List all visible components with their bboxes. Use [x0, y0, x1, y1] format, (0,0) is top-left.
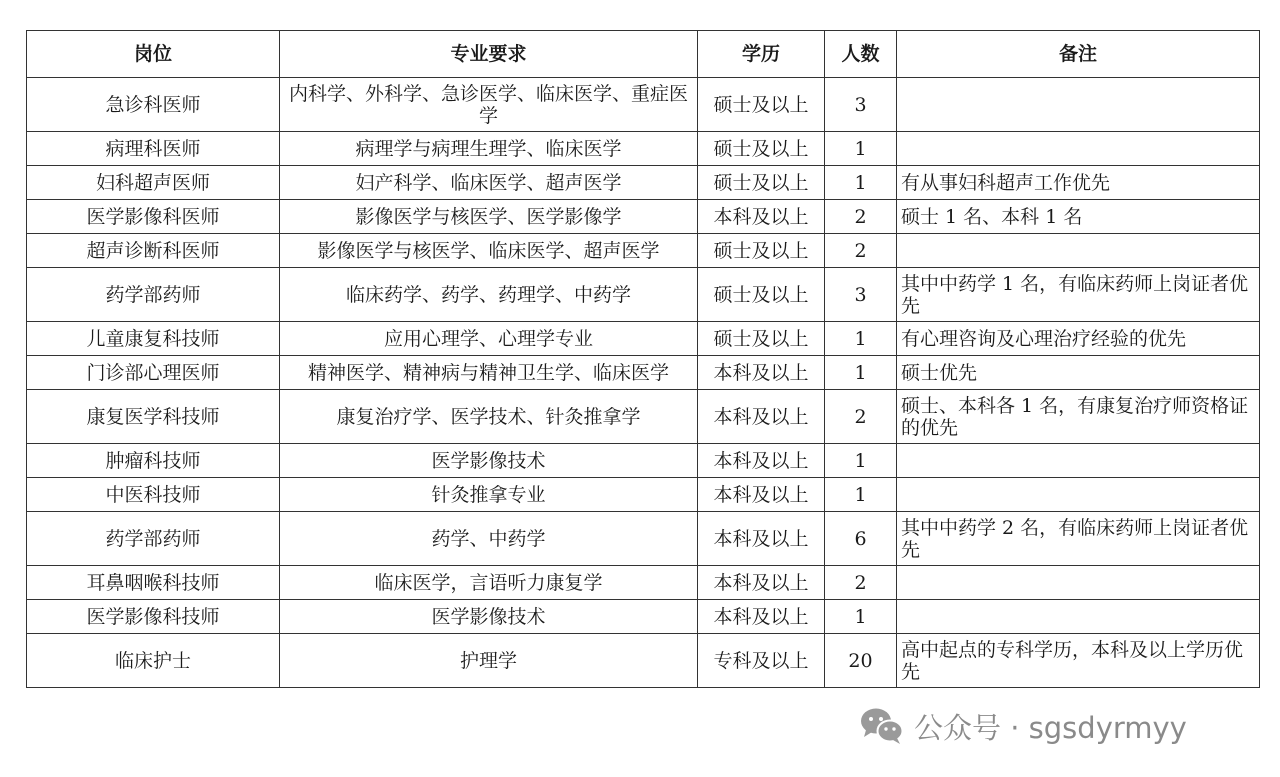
cell-count: 2 [825, 566, 897, 600]
cell-count: 3 [825, 268, 897, 322]
cell-count: 2 [825, 390, 897, 444]
cell-education: 本科及以上 [698, 566, 825, 600]
cell-count: 1 [825, 166, 897, 200]
cell-major: 康复治疗学、医学技术、针灸推拿学 [280, 390, 698, 444]
table-row [27, 600, 1260, 634]
table-row [27, 478, 1260, 512]
header-count: 人数 [825, 31, 897, 78]
cell-count: 1 [825, 444, 897, 478]
cell-education: 本科及以上 [698, 600, 825, 634]
cell-note [897, 478, 1260, 512]
watermark-text: 公众号 · sgsdyrmyy [914, 710, 1187, 745]
cell-count: 1 [825, 132, 897, 166]
cell-post: 药学部药师 [27, 268, 280, 322]
cell-education: 本科及以上 [698, 356, 825, 390]
cell-note [897, 132, 1260, 166]
table-row [27, 234, 1260, 268]
table-row [27, 132, 1260, 166]
cell-education: 硕士及以上 [698, 234, 825, 268]
cell-major: 医学影像技术 [280, 600, 698, 634]
cell-major: 护理学 [280, 634, 698, 688]
cell-post: 妇科超声医师 [27, 166, 280, 200]
table-row [27, 78, 1260, 132]
cell-note: 高中起点的专科学历，本科及以上学历优先 [897, 634, 1260, 688]
cell-post: 儿童康复科技师 [27, 322, 280, 356]
recruitment-table [26, 30, 1260, 688]
cell-note: 有心理咨询及心理治疗经验的优先 [897, 322, 1260, 356]
cell-major: 应用心理学、心理学专业 [280, 322, 698, 356]
cell-count: 2 [825, 200, 897, 234]
cell-post: 耳鼻咽喉科技师 [27, 566, 280, 600]
cell-count: 6 [825, 512, 897, 566]
cell-education: 硕士及以上 [698, 268, 825, 322]
cell-education: 硕士及以上 [698, 166, 825, 200]
table-row [27, 444, 1260, 478]
cell-count: 1 [825, 356, 897, 390]
cell-major: 药学、中药学 [280, 512, 698, 566]
cell-post: 医学影像科医师 [27, 200, 280, 234]
cell-major: 医学影像技术 [280, 444, 698, 478]
cell-education: 硕士及以上 [698, 322, 825, 356]
cell-post: 急诊科医师 [27, 78, 280, 132]
cell-count: 1 [825, 600, 897, 634]
cell-education: 专科及以上 [698, 634, 825, 688]
cell-education: 硕士及以上 [698, 78, 825, 132]
header-education: 学历 [698, 31, 825, 78]
cell-count: 3 [825, 78, 897, 132]
cell-major: 妇产科学、临床医学、超声医学 [280, 166, 698, 200]
cell-note [897, 566, 1260, 600]
cell-major: 临床药学、药学、药理学、中药学 [280, 268, 698, 322]
cell-education: 本科及以上 [698, 390, 825, 444]
table-row [27, 390, 1260, 444]
cell-post: 肿瘤科技师 [27, 444, 280, 478]
cell-note: 硕士 1 名、本科 1 名 [897, 200, 1260, 234]
cell-count: 2 [825, 234, 897, 268]
table-row [27, 166, 1260, 200]
cell-education: 本科及以上 [698, 478, 825, 512]
cell-post: 超声诊断科医师 [27, 234, 280, 268]
header-note: 备注 [897, 31, 1260, 78]
cell-post: 中医科技师 [27, 478, 280, 512]
cell-note [897, 444, 1260, 478]
cell-note: 有从事妇科超声工作优先 [897, 166, 1260, 200]
cell-post: 病理科医师 [27, 132, 280, 166]
cell-note [897, 78, 1260, 132]
cell-note: 硕士优先 [897, 356, 1260, 390]
cell-count: 20 [825, 634, 897, 688]
cell-count: 1 [825, 322, 897, 356]
cell-education: 硕士及以上 [698, 132, 825, 166]
table-row [27, 268, 1260, 322]
cell-major: 影像医学与核医学、医学影像学 [280, 200, 698, 234]
cell-major: 针灸推拿专业 [280, 478, 698, 512]
table-row [27, 566, 1260, 600]
cell-major: 病理学与病理生理学、临床医学 [280, 132, 698, 166]
table-body [27, 78, 1260, 688]
cell-major: 内科学、外科学、急诊医学、临床医学、重症医学 [280, 78, 698, 132]
header-major: 专业要求 [280, 31, 698, 78]
table-row [27, 512, 1260, 566]
table-row [27, 356, 1260, 390]
cell-note: 其中中药学 1 名，有临床药师上岗证者优先 [897, 268, 1260, 322]
cell-post: 门诊部心理医师 [27, 356, 280, 390]
cell-note: 硕士、本科各 1 名，有康复治疗师资格证的优先 [897, 390, 1260, 444]
cell-post: 康复医学科技师 [27, 390, 280, 444]
table-row [27, 634, 1260, 688]
table-row [27, 200, 1260, 234]
header-post: 岗位 [27, 31, 280, 78]
cell-note [897, 600, 1260, 634]
cell-education: 本科及以上 [698, 444, 825, 478]
cell-post: 医学影像科技师 [27, 600, 280, 634]
table-row [27, 322, 1260, 356]
cell-post: 药学部药师 [27, 512, 280, 566]
cell-note [897, 234, 1260, 268]
table-header-row [27, 31, 1260, 78]
cell-education: 本科及以上 [698, 512, 825, 566]
cell-major: 临床医学，言语听力康复学 [280, 566, 698, 600]
cell-major: 影像医学与核医学、临床医学、超声医学 [280, 234, 698, 268]
cell-major: 精神医学、精神病与精神卫生学、临床医学 [280, 356, 698, 390]
cell-note: 其中中药学 2 名，有临床药师上岗证者优先 [897, 512, 1260, 566]
wechat-icon [860, 706, 904, 746]
cell-education: 本科及以上 [698, 200, 825, 234]
cell-count: 1 [825, 478, 897, 512]
watermark [860, 703, 1187, 749]
cell-post: 临床护士 [27, 634, 280, 688]
